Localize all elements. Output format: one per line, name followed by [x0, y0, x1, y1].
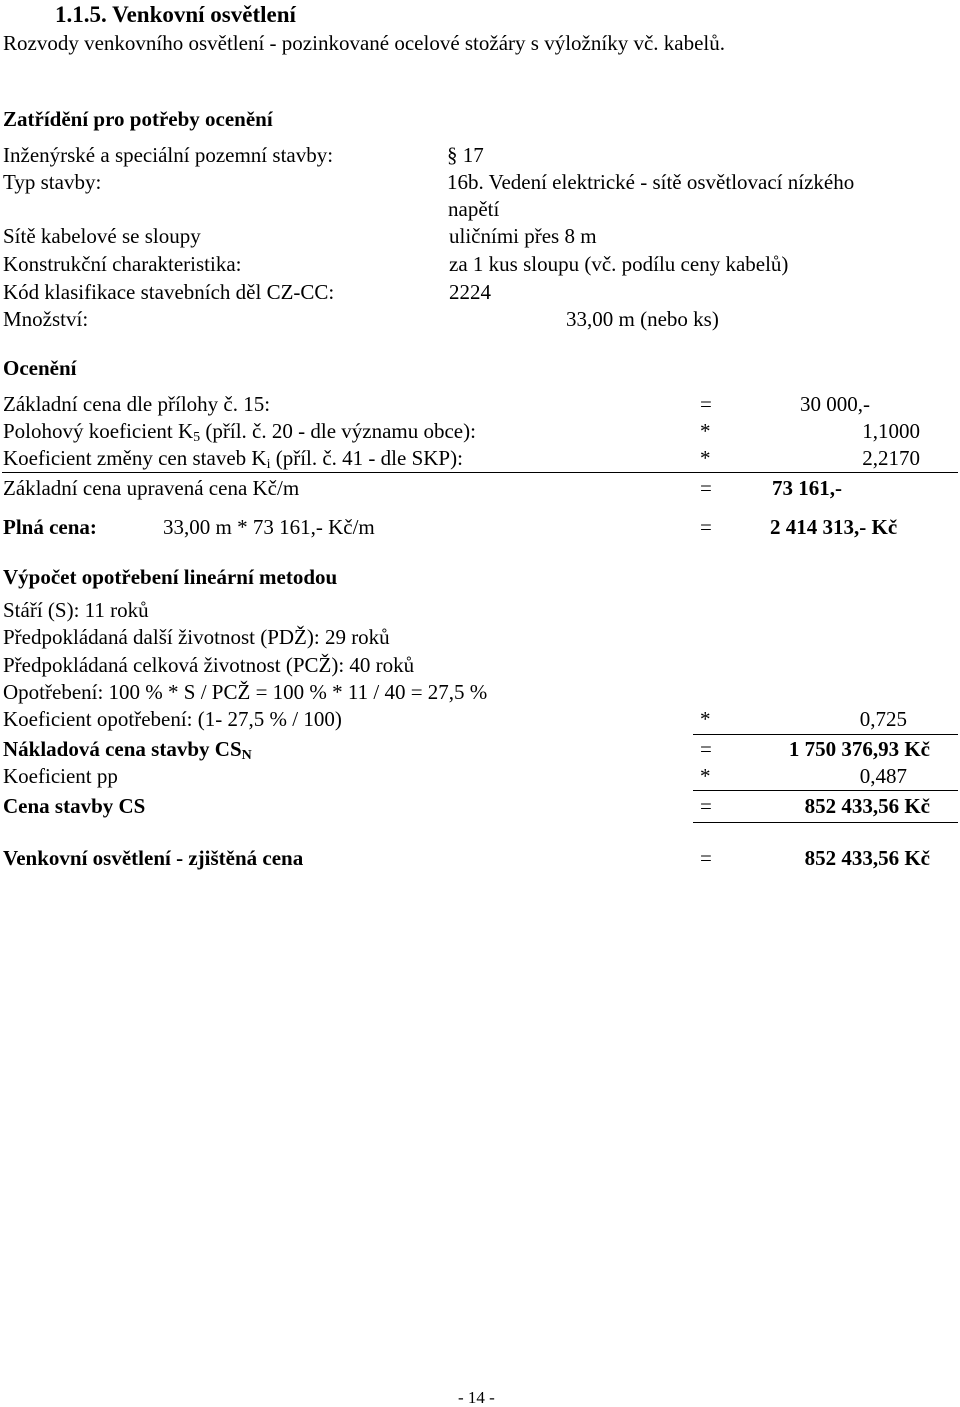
adjusted-price-value: 73 161,- [772, 476, 842, 500]
depreciation-line: Stáří (S): 11 roků [3, 598, 149, 622]
result-label: Venkovní osvětlení - zjištěná cena [3, 846, 304, 870]
building-price-operator: = [700, 794, 712, 818]
classification-label: Kód klasifikace stavebních děl CZ-CC: [3, 280, 335, 304]
classification-value-continued: napětí [448, 197, 500, 221]
building-price-value: 852 433,56 Kč [804, 794, 930, 818]
depreciation-divider [693, 734, 958, 735]
valuation-operator: = [700, 476, 712, 500]
valuation-label: Základní cena dle přílohy č. 15: [3, 392, 271, 416]
classification-value: za 1 kus sloupu (vč. podílu ceny kabelů) [449, 252, 789, 276]
depreciation-value: 0,487 [859, 764, 907, 788]
valuation-value: 30 000,- [800, 392, 870, 416]
valuation-label: Polohový koeficient $K_5$ (příl. č. 20 - dle významu obce): [3, 419, 476, 445]
depreciation-operator: * [700, 764, 711, 788]
valuation-operator: = [700, 392, 712, 416]
classification-label: Typ stavby: [3, 170, 102, 194]
depreciation-line: Předpokládaná další životnost (PDŽ): 29 roků [3, 625, 390, 649]
depreciation-divider [693, 822, 958, 823]
classification-label: Sítě kabelové se sloupy [3, 224, 201, 248]
depreciation-line: Předpokládaná celková životnost (PCŽ): 40 roků [3, 653, 415, 677]
classification-value: uličními přes 8 m [449, 224, 597, 248]
full-price-value: 2 414 313,- Kč [770, 515, 898, 539]
page-title: 1.1.5. Venkovní osvětlení [55, 2, 296, 27]
full-price-expression: 33,00 m * 73 161,- Kč/m [163, 515, 375, 539]
valuation-operator: * [700, 446, 711, 470]
classification-label: Inženýrské a speciální pozemní stavby: [3, 143, 334, 167]
building-price-label: Cena stavby CS [3, 794, 146, 818]
cost-price-operator: = [700, 737, 712, 761]
valuation-label: Základní cena upravená cena Kč/m [3, 476, 300, 500]
valuation-title: Ocenění [3, 356, 77, 380]
valuation-value: 2,2170 [862, 446, 920, 470]
depreciation-title: Výpočet opotřebení lineární metodou [3, 565, 338, 589]
valuation-operator: * [700, 419, 711, 443]
classification-value: 2224 [449, 280, 491, 304]
valuation-label: Koeficient změny cen staveb $K_i$ (příl. č. 41 - dle SKP): [3, 446, 463, 472]
quantity-value: 33,00 m (nebo ks) [566, 307, 719, 331]
classification-label: Konstrukční charakteristika: [3, 252, 242, 276]
full-price-operator: = [700, 515, 712, 539]
page-number: - 14 - [458, 1388, 495, 1407]
classification-label: Množství: [3, 307, 89, 331]
depreciation-divider [693, 790, 958, 791]
cost-price-value: 1 750 376,93 Kč [788, 737, 930, 761]
result-value: 852 433,56 Kč [804, 846, 930, 870]
page-subtitle: Rozvody venkovního osvětlení - pozinkované ocelové stožáry s výložníky vč. kabelů. [3, 31, 725, 55]
depreciation-label: Koeficient opotřebení: (1- 27,5 % / 100) [3, 707, 342, 731]
cost-price-label: Nákladová cena stavby $CS_N$ [3, 737, 252, 763]
depreciation-value: 0,725 [859, 707, 907, 731]
depreciation-line: Opotřebení: 100 % * S / PCŽ = 100 % * 11 / 40 = 27,5 % [3, 680, 488, 704]
depreciation-label: Koeficient pp [3, 764, 118, 788]
depreciation-operator: * [700, 707, 711, 731]
valuation-divider [2, 472, 958, 473]
full-price-label: Plná cena: [3, 515, 97, 539]
valuation-value: 1,1000 [862, 419, 920, 443]
classification-value: § 17 [447, 143, 484, 167]
classification-title: Zatřídění pro potřeby ocenění [3, 107, 273, 131]
result-operator: = [700, 846, 712, 870]
classification-value: 16b. Vedení elektrické - sítě osvětlovací nízkého [447, 170, 855, 194]
